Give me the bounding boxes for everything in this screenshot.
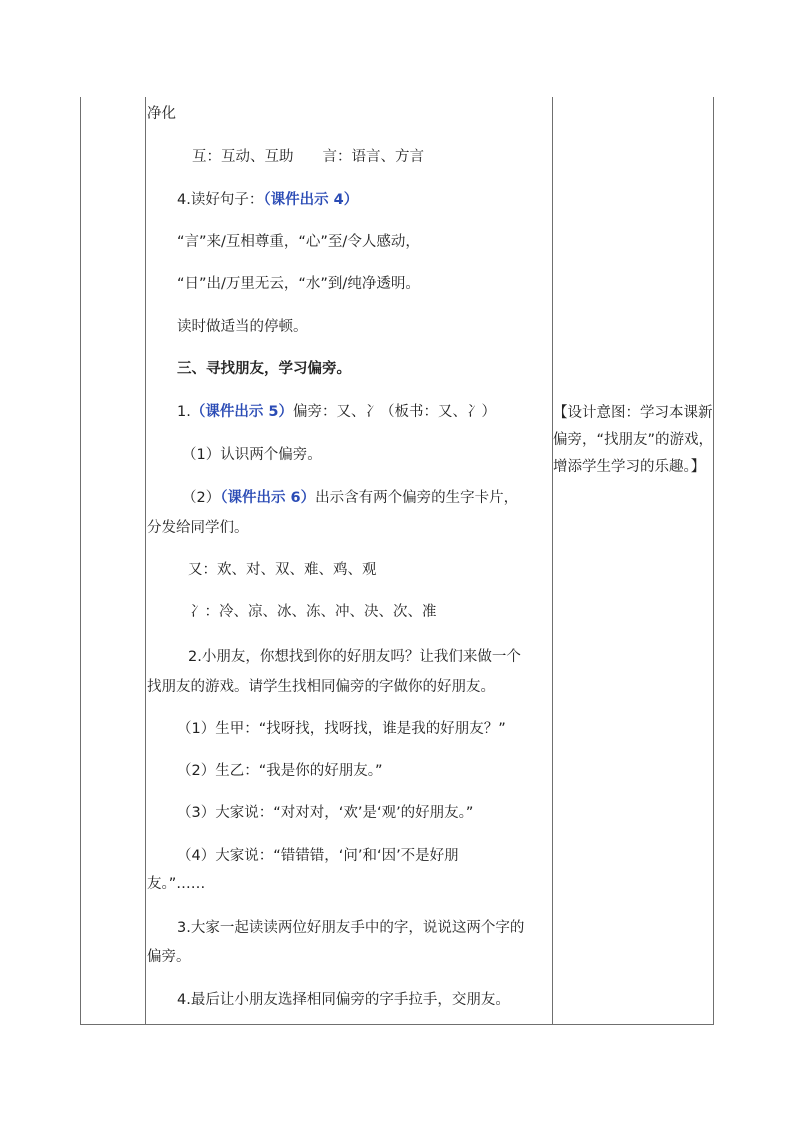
table-border-bottom — [80, 1024, 714, 1025]
table-border-left — [80, 97, 81, 1025]
text-line: 互：互动、互助 言：语言、方言 — [192, 149, 424, 165]
courseware-tag: （课件出示 4） — [263, 192, 359, 208]
table-border-right — [713, 97, 714, 1025]
item-label: 4.读好句子： — [177, 192, 264, 208]
text-line: 3.大家一起读读两位好朋友手中的字，说说这两个字的 — [177, 920, 525, 936]
text-line: “言”来/互相尊重，“心”至/令人感动， — [177, 234, 420, 250]
item-number: （2） — [182, 490, 221, 506]
table-border-col2 — [552, 97, 553, 1025]
text-line: 友。”…… — [147, 876, 206, 892]
text-line: （2）生乙：“我是你的好朋友。” — [177, 763, 383, 779]
design-intent-note: 【设计意图：学习本课新偏旁，“找朋友”的游戏，增添学生学习的乐趣。】 — [553, 405, 714, 475]
text-line: （3）大家说：“对对对，‘欢’是‘观’的好朋友。” — [177, 805, 474, 821]
text-line: （1）认识两个偏旁。 — [182, 447, 322, 463]
text-line: （1）生甲：“找呀找，找呀找，谁是我的好朋友？” — [177, 721, 506, 737]
text-line: 又：欢、对、双、难、鸡、观 — [188, 562, 377, 578]
text-line: 读时做适当的停顿。 — [177, 319, 308, 335]
table-border-col1 — [145, 97, 146, 1025]
text-line: 冫：冷、凉、冰、冻、冲、决、次、准 — [190, 604, 437, 620]
text-line — [177, 190, 358, 210]
courseware-tag: （课件出示 5） — [190, 404, 293, 420]
text-line — [182, 488, 518, 508]
text-line: 偏旁。 — [147, 949, 191, 965]
text-line: “日”出/万里无云，“水”到/纯净透明。 — [177, 276, 420, 292]
item-number: 1. — [177, 404, 191, 420]
text-line — [177, 402, 496, 422]
item-text: 出示含有两个偏旁的生字卡片， — [315, 490, 519, 506]
text-line: 分发给同学们。 — [147, 520, 249, 536]
courseware-tag: （课件出示 6） — [220, 490, 316, 506]
text-line: 4.最后让小朋友选择相同偏旁的字手拉手，交朋友。 — [177, 992, 510, 1008]
item-text: 偏旁：又、冫（板书：又、冫） — [292, 404, 496, 420]
text-line: 净化 — [147, 106, 176, 122]
text-line: （4）大家说：“错错错，‘问’和‘因’不是好朋 — [177, 848, 459, 864]
section-heading: 三、寻找朋友，学习偏旁。 — [177, 361, 351, 377]
text-line: 找朋友的游戏。请学生找相同偏旁的字做你的好朋友。 — [147, 679, 495, 695]
text-line: 2.小朋友，你想找到你的好朋友吗？让我们来做一个 — [188, 649, 521, 665]
